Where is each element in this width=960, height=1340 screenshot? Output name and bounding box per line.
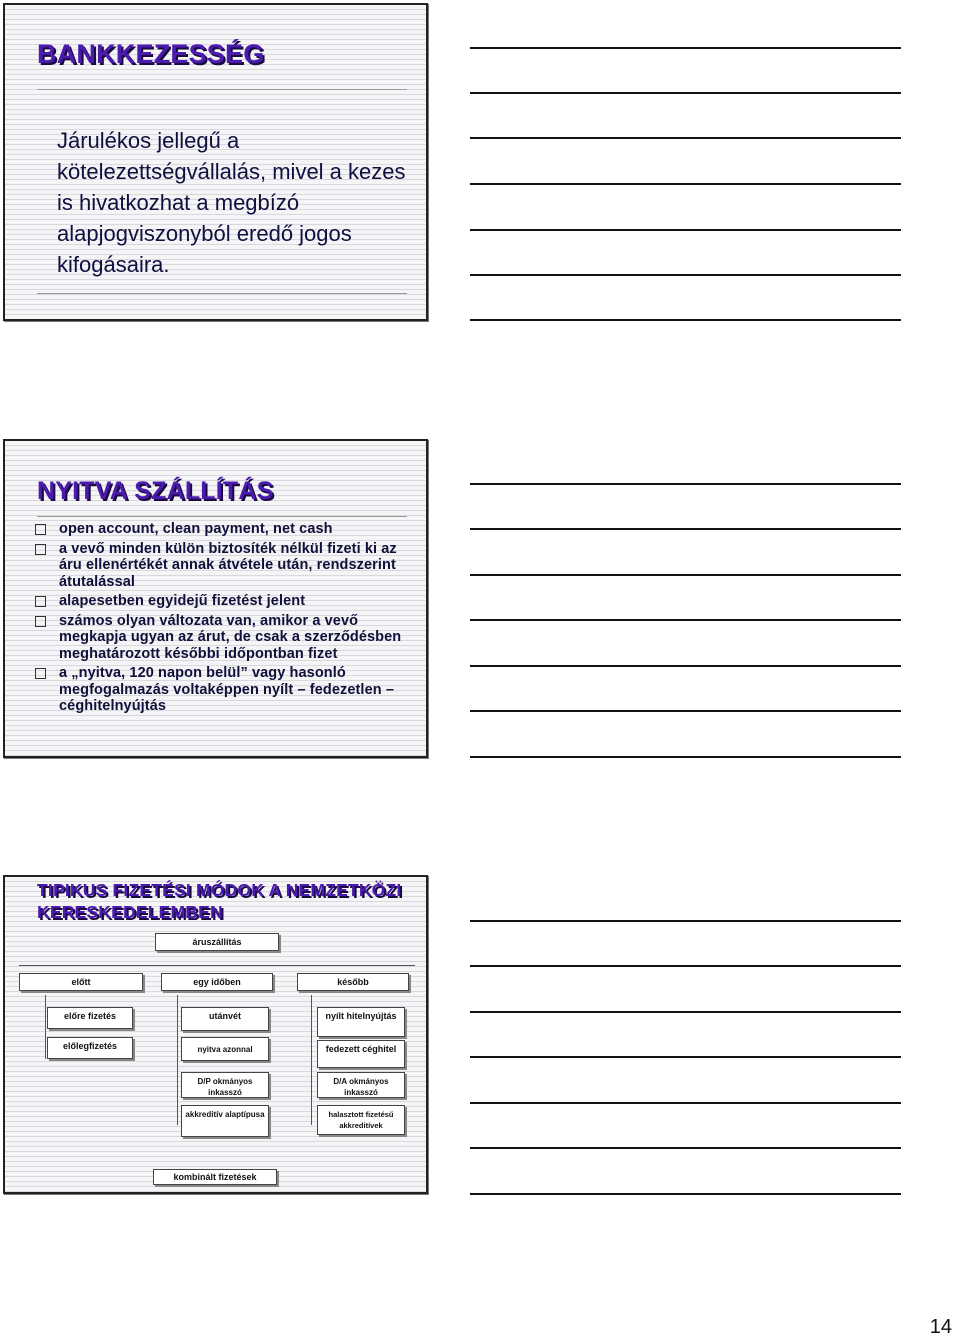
root-box: áruszállítás — [155, 933, 279, 951]
after-item-box: nyílt hitelnyújtás — [317, 1007, 405, 1037]
note-line — [470, 756, 901, 758]
note-line — [470, 574, 901, 576]
column-before-box: előtt — [19, 973, 143, 991]
note-line — [470, 1056, 901, 1058]
title-rule — [37, 89, 407, 90]
note-line — [470, 619, 901, 621]
checkbox-bullet-icon — [35, 616, 46, 627]
note-line — [470, 1011, 901, 1013]
same-item-box: utánvét — [181, 1007, 269, 1031]
combined-box: kombinált fizetések — [153, 1169, 277, 1185]
checkbox-bullet-icon — [35, 544, 46, 555]
same-item-box: D/P okmányos inkasszó — [181, 1072, 269, 1098]
after-item-box: fedezett céghitel — [317, 1040, 405, 1068]
note-line — [470, 1102, 901, 1104]
before-item-box: előlegfizetés — [47, 1037, 133, 1059]
slide-title: NYITVA SZÁLLÍTÁS — [37, 477, 274, 505]
note-line — [470, 319, 901, 321]
note-line — [470, 1193, 901, 1195]
after-item-box: D/A okmányos inkasszó — [317, 1072, 405, 1098]
footer-rule — [37, 293, 407, 294]
note-line — [470, 229, 901, 231]
page-number: 14 — [929, 1316, 952, 1338]
note-line — [470, 137, 901, 139]
note-line — [470, 47, 901, 49]
before-item-box: előre fizetés — [47, 1007, 133, 1029]
note-line — [470, 1147, 901, 1149]
title-rule — [37, 516, 407, 517]
list-item: számos olyan változata van, amikor a vevő megkapja ugyan az árut, de csak a szerződésben meghatározott későbbi időpontban fizet — [33, 613, 418, 663]
same-item-box: nyitva azonnal — [181, 1037, 269, 1061]
connector-line — [45, 995, 46, 1059]
slide-nyitva-szallitas — [3, 439, 428, 758]
list-item: alapesetben egyidejű fizetést jelent — [33, 593, 418, 610]
list-item: a „nyitva, 120 napon belül” vagy hasonló megfogalmazás voltaképpen nyílt – fedezetlen – céghitelnyújtás — [33, 665, 418, 715]
connector-line — [311, 995, 312, 1125]
checkbox-bullet-icon — [35, 596, 46, 607]
note-line — [470, 92, 901, 94]
note-line — [470, 483, 901, 485]
note-line — [470, 528, 901, 530]
slide-bankkezesseg — [3, 3, 428, 321]
note-line — [470, 710, 901, 712]
note-line — [470, 665, 901, 667]
checkbox-bullet-icon — [35, 668, 46, 679]
note-line — [470, 965, 901, 967]
note-line — [470, 274, 901, 276]
slide-body: Járulékos jellegű a kötelezettségvállalás, mivel a kezes is hivatkozhat a megbízó alapjogviszonyból eredő jogos kifogásaira. — [57, 128, 406, 277]
list-item: open account, clean payment, net cash — [33, 521, 418, 538]
column-after-box: később — [297, 973, 409, 991]
list-item: a vevő minden külön biztosíték nélkül fizeti ki az áru ellenértékét annak átvétele után, rendszerint átutalással — [33, 541, 418, 591]
checkbox-bullet-icon — [35, 524, 46, 535]
column-same-box: egy időben — [161, 973, 273, 991]
connector-line — [19, 965, 415, 966]
slide-title: TIPIKUS FIZETÉSI MÓDOK A NEMZETKÖZI KERESKEDELEMBEN — [37, 880, 402, 922]
note-line — [470, 920, 901, 922]
note-line — [470, 183, 901, 185]
same-item-box: akkreditív alaptípusa — [181, 1105, 269, 1137]
after-item-box: halasztott fizetésű akkreditívek — [317, 1105, 405, 1135]
bullet-list — [33, 521, 418, 718]
slide-fizetesi-modok — [3, 875, 428, 1194]
slide-title: BANKKEZESSÉG — [37, 39, 265, 69]
connector-line — [177, 995, 178, 1125]
